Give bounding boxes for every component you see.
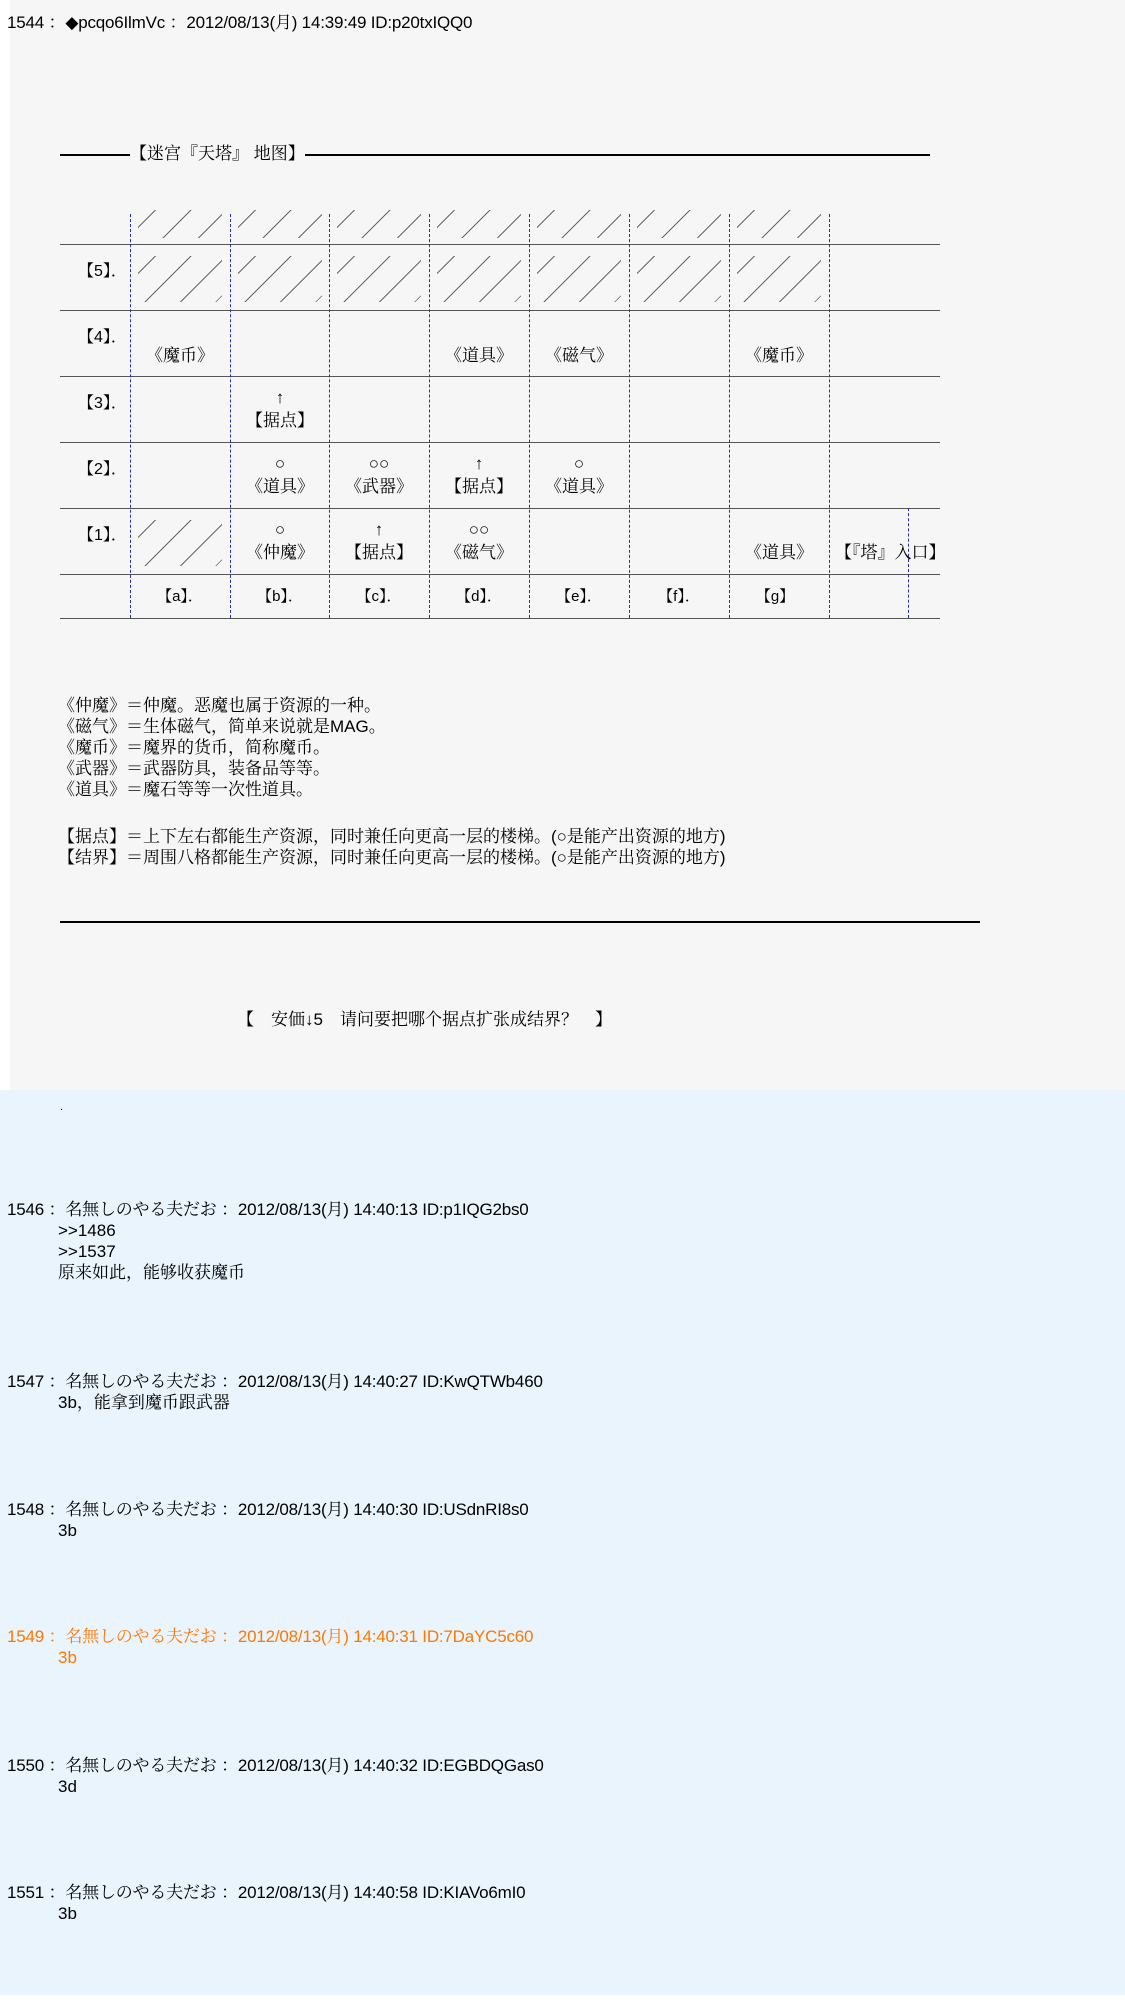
section-divider bbox=[60, 921, 980, 923]
post-body-1551: 3b bbox=[58, 1904, 77, 1923]
grid-divider bbox=[230, 214, 231, 618]
grid-line bbox=[60, 376, 940, 377]
hatched-cell bbox=[737, 256, 821, 302]
grid-line bbox=[60, 442, 940, 443]
grid-divider bbox=[329, 214, 330, 618]
title-rule-left bbox=[60, 154, 130, 156]
cell-2c: 《武器》 bbox=[345, 477, 413, 496]
row-label-3: 【3】． bbox=[78, 395, 127, 412]
cell-4g: 《魔币》 bbox=[745, 346, 813, 365]
grid-line bbox=[60, 310, 940, 311]
grid-divider bbox=[829, 214, 830, 618]
cell-1b: 《仲魔》 bbox=[246, 543, 314, 562]
legend-line: 《武器》＝武器防具，装备品等等。 bbox=[58, 759, 330, 778]
grid-line bbox=[60, 574, 940, 575]
row-label-2: 【2】． bbox=[78, 461, 127, 478]
hatched-cell bbox=[637, 256, 721, 302]
hatched-cell bbox=[138, 256, 222, 302]
hatched-cell bbox=[437, 210, 521, 238]
post-body-1550: 3d bbox=[58, 1777, 77, 1796]
cell-2e: 《道具》 bbox=[545, 477, 613, 496]
row-label-1: 【1】． bbox=[78, 527, 127, 544]
cell-1c: 【据点】 bbox=[345, 543, 413, 562]
grid-line bbox=[60, 244, 940, 245]
hatched-cell bbox=[337, 256, 421, 302]
col-label-a: 【a】． bbox=[157, 588, 203, 605]
col-label-c: 【c】． bbox=[356, 588, 402, 605]
rule-barrier: 【结界】＝周围八格都能生产资源，同时兼任向更高一层的楼梯。(○是能产出资源的地方) bbox=[58, 848, 726, 867]
col-label-b: 【b】． bbox=[257, 588, 303, 605]
hatched-cell bbox=[337, 210, 421, 238]
reply-link[interactable]: >>1486 bbox=[58, 1221, 116, 1240]
grid-line bbox=[60, 618, 940, 619]
cell-1c-symbol: ↑ bbox=[374, 520, 384, 539]
cell-4d: 《道具》 bbox=[445, 346, 513, 365]
hatched-cell bbox=[238, 256, 322, 302]
hatched-cell bbox=[138, 210, 222, 238]
post-header-1546: 1546 ：名無しのやる夫だお ：2012/08/13(月) 14:40:13 ID:p1IQG2bs0 bbox=[7, 1200, 529, 1219]
map-title-text: 【迷宫『天塔』 地图】 bbox=[130, 144, 305, 163]
rule-stronghold: 【据点】＝上下左右都能生产资源，同时兼任向更高一层的楼梯。(○是能产出资源的地方) bbox=[58, 827, 726, 846]
grid-line bbox=[60, 508, 940, 509]
col-label-d: 【d】． bbox=[456, 588, 502, 605]
hatched-cell bbox=[138, 520, 222, 566]
grid-divider bbox=[629, 214, 630, 618]
cell-4a: 《魔币》 bbox=[146, 346, 214, 365]
replies-panel bbox=[0, 1090, 1125, 1995]
grid-divider bbox=[429, 214, 430, 618]
legend-line: 《磁气》＝生体磁气，简单来说就是MAG。 bbox=[58, 717, 386, 736]
cell-3b: 【据点】 bbox=[246, 411, 314, 430]
cell-2b: 《道具》 bbox=[246, 477, 314, 496]
hatched-cell bbox=[437, 256, 521, 302]
post-header-1544: 1544 ：◆pcqo6IlmVc ：2012/08/13(月) 14:39:49 ID:p20txIQQ0 bbox=[7, 13, 473, 32]
legend-line: 《魔币》＝魔界的货币，简称魔币。 bbox=[58, 738, 330, 757]
post-header-1547: 1547 ：名無しのやる夫だお ：2012/08/13(月) 14:40:27 ID:KwQTWb460 bbox=[7, 1372, 543, 1391]
cell-3b-symbol: ↑ bbox=[275, 388, 285, 407]
cell-2c-symbol: ○○ bbox=[368, 454, 390, 473]
cell-2d-symbol: ↑ bbox=[474, 454, 484, 473]
vote-question: 【 安価↓5 请问要把哪个据点扩张成结界？ 】 bbox=[237, 1010, 612, 1029]
map-title bbox=[60, 144, 930, 164]
cell-1g: 《道具》 bbox=[745, 543, 813, 562]
col-label-g: 【g】 bbox=[755, 588, 795, 605]
post-header-1550: 1550 ：名無しのやる夫だお ：2012/08/13(月) 14:40:32 ID:EGBDQGas0 bbox=[7, 1756, 544, 1775]
hatched-cell bbox=[537, 256, 621, 302]
cell-2e-symbol: ○ bbox=[573, 454, 585, 473]
hatched-cell bbox=[637, 210, 721, 238]
post-body-1548: 3b bbox=[58, 1521, 77, 1540]
grid-divider bbox=[729, 214, 730, 618]
cell-1b-symbol: ○ bbox=[274, 520, 286, 539]
tower-entrance: 【『塔』入口】 bbox=[835, 543, 946, 562]
post-header-1548: 1548 ：名無しのやる夫だお ：2012/08/13(月) 14:40:30 ID:USdnRI8s0 bbox=[7, 1500, 529, 1519]
post-header-1551: 1551 ：名無しのやる夫だお ：2012/08/13(月) 14:40:58 ID:KIAVo6mI0 bbox=[7, 1883, 526, 1902]
cell-2b-symbol: ○ bbox=[274, 454, 286, 473]
col-label-f: 【f】． bbox=[658, 588, 700, 605]
title-rule-right bbox=[305, 154, 930, 156]
legend-line: 《道具》＝魔石等等一次性道具。 bbox=[58, 780, 313, 799]
grid-divider bbox=[529, 214, 530, 618]
cell-1d-symbol: ○○ bbox=[468, 520, 490, 539]
grid-divider bbox=[130, 214, 131, 618]
post-body-1546: 原来如此，能够收获魔币 bbox=[58, 1263, 245, 1282]
reply-link[interactable]: >>1537 bbox=[58, 1242, 116, 1261]
post-body-1547: 3b，能拿到魔币跟武器 bbox=[58, 1393, 230, 1412]
cell-4e: 《磁气》 bbox=[545, 346, 613, 365]
separator-dot: ． bbox=[60, 1102, 70, 1113]
legend-line: 《仲魔》＝仲魔。恶魔也属于资源的一种。 bbox=[58, 696, 381, 715]
row-label-4: 【4】． bbox=[78, 329, 127, 346]
post-body-1549: 3b bbox=[58, 1648, 77, 1667]
hatched-cell bbox=[537, 210, 621, 238]
cell-1d: 《磁气》 bbox=[445, 543, 513, 562]
hatched-cell bbox=[737, 210, 821, 238]
cell-2d: 【据点】 bbox=[445, 477, 513, 496]
hatched-cell bbox=[238, 210, 322, 238]
col-label-e: 【e】． bbox=[556, 588, 602, 605]
row-label-5: 【5】． bbox=[78, 263, 127, 280]
post-header-1549: 1549 ：名無しのやる夫だお ：2012/08/13(月) 14:40:31 ID:7DaYC5c60 bbox=[7, 1627, 534, 1646]
